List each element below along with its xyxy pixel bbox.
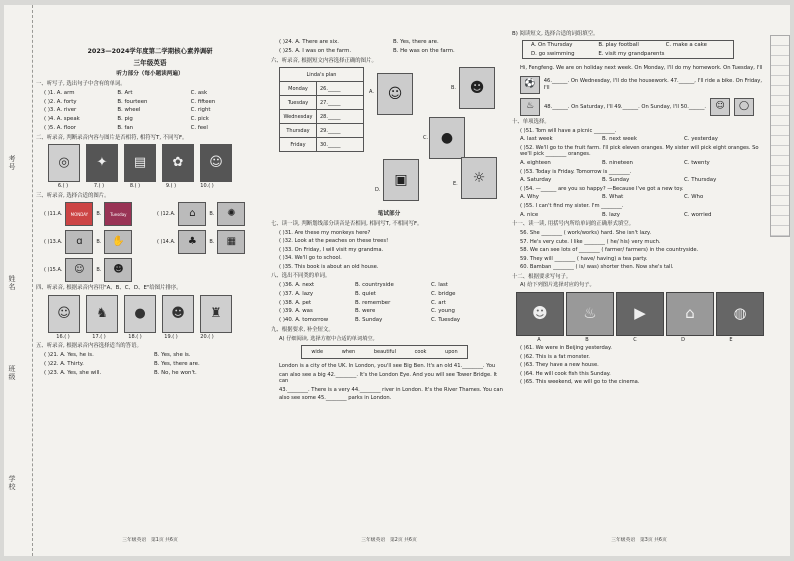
- q-row: ( )39. A. was B. were C. young: [279, 308, 455, 315]
- cd-picture: ◎: [48, 144, 80, 182]
- q-row: ( )23. A. Yes, she will. B. No, he won't.: [44, 369, 197, 376]
- q-row: ( )36. A. next B. countryside C. last: [279, 282, 448, 289]
- class-label: 班级: [8, 365, 16, 381]
- q-row: 58. We can see lots of ________ ( farmer/ farmers) in the countryside.: [520, 247, 699, 253]
- section-11-list: [512, 230, 766, 271]
- reading-picture: ☺: [377, 73, 413, 115]
- section-5-list: [36, 352, 264, 376]
- panda-picture: ●: [124, 295, 156, 333]
- options: A. last week B. next week C. yesterday: [520, 136, 718, 142]
- icon-row-2: ♨ 48.______. On Saturday, I'll 49.______. On Sunday, I'll 50.______. ☺ ◯: [520, 98, 766, 116]
- q-row: ( )21. A. Yes, he is. B. Yes, she is.: [44, 352, 191, 359]
- q-row: ( )24. A. There are six. B. Yes, there are.: [279, 39, 439, 45]
- farm-picture: ♣: [178, 230, 206, 254]
- toys-picture: ✦: [86, 144, 118, 182]
- table-row: Tuesday 27._____: [280, 96, 364, 110]
- listening-title: 听力部分（每小题读两遍）: [116, 71, 184, 78]
- q-row: ( )33. On Friday, I will visit my grandma.: [279, 246, 384, 253]
- wheel-picture: ✺: [217, 202, 245, 226]
- question: ( )52. We'll go to the fruit farm. I'll pick eleven oranges. My sister will pick eight oranges. So we'll pick ________ oranges.: [520, 144, 759, 158]
- icon-row-1: ⚽ 46.______. On Wednesday, I'll do the housework. 47.______, I'll ride a bike. On Friday, I'll: [520, 76, 766, 94]
- section-7-list: [271, 230, 507, 271]
- q-row: ( )35. This book is about an old house.: [279, 263, 379, 270]
- section-12-heading: 十二、根据要求写句子。: [512, 273, 572, 280]
- grandparents-icon: ☺: [710, 98, 730, 116]
- dog-picture: ♞: [86, 295, 118, 333]
- section-12-sub: A) 给下列图片选择对应的句子。: [520, 282, 595, 289]
- q-row: ( )34. We'll go to school.: [279, 255, 342, 262]
- q13: ( )13.A. ɑ B. ✋: [44, 230, 151, 254]
- city-picture: ▦: [217, 230, 245, 254]
- housework-picture: ▣: [383, 159, 419, 201]
- q-row: ( )40. A. tomorrow B. Sunday C. Tuesday: [279, 317, 461, 324]
- page-2-footer: 三年级英语 第2页 共6页: [361, 538, 417, 544]
- guard-picture: ♜: [200, 295, 232, 333]
- school-label: 学校: [8, 475, 16, 491]
- section-12-list: [512, 345, 766, 386]
- bridge-picture: ⌂: [178, 202, 206, 226]
- table-row: Thursday 29._____: [280, 124, 364, 138]
- section-5-heading: 五、听录音, 根据录音内容选择适当的答语。: [36, 343, 142, 350]
- binding-margin: [4, 5, 33, 556]
- section-4-heading: 四、听录音, 根据录音内容用"A、B、C、D、E"给图片排序。: [36, 285, 182, 292]
- london-passage: London is a city of the UK. In London, you'll see Big Ben. It's an old 41.________. You can also see a big 42.________. It's the London Eye. And you will see Tower Bridge. It can 43.________. There is a very 44.________ river in London. It's the River Thames. You can also see some 45.________ parks in London.: [279, 363, 503, 402]
- exam-sheet: [4, 5, 790, 556]
- section-9b-heading: B) 阅读短文, 选择合适的词组填空。: [512, 31, 599, 37]
- q-row: ( )38. A. pet B. remember C. art: [279, 299, 446, 306]
- book-picture: ▤: [124, 144, 156, 182]
- section-7-heading: 七、读一读, 判断划线部分读音是否相同, 相同写T, 不相同写F。: [271, 221, 423, 228]
- garden-picture: ✿: [162, 144, 194, 182]
- girl-picture: ☺: [65, 258, 93, 282]
- exam-title: 2023—2024学年度第二学期核心素养调研: [87, 47, 213, 55]
- section-3-grid: [44, 202, 264, 282]
- section-8-heading: 八、选出不同类的单词。: [271, 273, 331, 280]
- q-row: 56. She ________ ( work/works) hard. She isn't lazy.: [520, 230, 652, 236]
- section-2-pictures: [48, 144, 264, 182]
- tuesday-picture: Tuesday: [104, 202, 132, 226]
- family-picture: ☻: [459, 67, 495, 109]
- section-2-numbers: 6.( ) 7.( ) 8.( ) 9.( ) 10.( ): [57, 183, 214, 190]
- woman-picture: ☻: [104, 258, 132, 282]
- written-title: 笔试部分: [377, 211, 401, 218]
- q-row: ( )25. A. I was on the farm. B. He was on the farm.: [279, 47, 455, 54]
- options: A. Why B. What C. Who: [520, 194, 704, 201]
- question: ( )51. Tom will have a picnic ________.: [520, 127, 617, 134]
- monkey-picture: ☺: [48, 295, 80, 333]
- section-4-numbers: 16.( ) 17.( ) 18.( ) 19.( ) 20.( ): [56, 334, 214, 341]
- table-row: Friday 30._____: [280, 138, 364, 152]
- cinema-picture: ▶: [616, 292, 664, 336]
- q-row: ( )1. A. arm B. Art C. ask: [44, 89, 208, 96]
- section-4-pictures: [48, 295, 264, 333]
- section-10-heading: 十、单项选择。: [512, 118, 550, 125]
- section-11-heading: 十一、读一读, 用括号内所给单词的正确形式填空。: [512, 221, 635, 228]
- q-row: 60. Bamban ________ ( is/ was) shorter then. Now she's tall.: [520, 264, 674, 270]
- monkeys-picture: ☺: [200, 144, 232, 182]
- section-6-area: Linda's plan Monday 26._____ Tuesday 27._____ Wednesday 28._____ Thursday 29._____ Friday 30._____ A. ☺ B. ☻ C. ● D. ▣ E. ☼: [271, 67, 507, 207]
- question: ( )55. I can't find my sister. I'm ________.: [520, 203, 624, 209]
- question: ( )54. —______ are you so happy? —Because I've got a new toy.: [520, 185, 684, 192]
- monday-picture: MONDAY: [65, 202, 93, 226]
- q-row: ( )3. A. river B. wheel C. right: [44, 107, 211, 114]
- q-row: ( )37. A. lazy B. quiet C. bridge: [279, 290, 456, 297]
- cake-icon: ♨: [520, 98, 540, 116]
- q-row: ( )5. A. floor B. fan C. feel: [44, 124, 208, 131]
- section-5-continued: [271, 39, 507, 55]
- q-row: ( )65. This weekend, we will go to the cinema.: [520, 379, 640, 385]
- monster-picture: ☻: [516, 292, 564, 336]
- section-1-heading: 一、听写子, 选出句子中含有的单词。: [36, 81, 126, 88]
- section-10-list: [512, 128, 766, 219]
- q-row: ( )61. We were in Beijing yesterday.: [520, 345, 612, 351]
- section-12-pictures: [516, 292, 766, 336]
- cooking-picture: ♨: [566, 292, 614, 336]
- page-3: [512, 5, 766, 556]
- boy-picture: ☻: [162, 295, 194, 333]
- eating-picture: ●: [429, 117, 465, 159]
- section-9-sub: A) 仔细阅读, 选择方框中合适的单词填空。: [279, 335, 378, 342]
- section-6-heading: 六、听录音, 根据短文内容选择正确的图片。: [271, 57, 377, 64]
- section-2-heading: 二、听录音, 判断录音内容与图片是否相符, 相符写T, 不同写F。: [36, 134, 188, 141]
- q14: ( )14.A. ♣ B. ▦: [157, 230, 264, 254]
- page-1-footer: 三年级英语 第1页 共6页: [122, 538, 178, 544]
- options: A. eighteen B. nineteen C. twenty: [520, 159, 710, 166]
- house-picture: ⌂: [666, 292, 714, 336]
- phrase-row: D. go swimming E. visit my grandparents: [531, 50, 665, 57]
- score-table: [770, 35, 790, 237]
- picnic-picture: ☼: [461, 157, 497, 199]
- page-1: [36, 5, 264, 556]
- q-row: ( )62. This is a fat monster.: [520, 353, 590, 360]
- feet-picture: ɑ: [65, 230, 93, 254]
- stadium-picture: ◍: [716, 292, 764, 336]
- q-row: 59. They will ________ ( have/ having) a tea party.: [520, 255, 648, 262]
- q15: ( )15.A. ☺ B. ☻: [44, 258, 151, 282]
- exam-number-label: 考号: [8, 155, 16, 171]
- table-title: Linda's plan: [280, 68, 364, 82]
- q-row: ( )22. A. Thirty. B. Yes, there are.: [44, 360, 200, 367]
- section-8-list: [271, 282, 507, 324]
- swim-ring-icon: ◯: [734, 98, 754, 116]
- options: A. Saturday B. Sunday C. Thursday: [520, 177, 717, 183]
- question: ( )53. Today is Friday. Tomorrow is ________.: [520, 168, 632, 175]
- page-2: [271, 5, 507, 556]
- section-1-list: [36, 90, 264, 132]
- phrase-box: [522, 40, 734, 60]
- page-3-footer: 三年级英语 第3页 共6页: [611, 538, 667, 544]
- name-label: 姓名: [8, 275, 16, 291]
- options: A. nice B. lazy C. worried: [520, 211, 712, 218]
- football-icon: ⚽: [520, 76, 540, 94]
- section-12-labels: A B C D E: [537, 336, 733, 343]
- section-9-heading: 九、根据要求, 补全短文。: [271, 326, 334, 333]
- linda-plan-table: [279, 67, 364, 152]
- table-row: Wednesday 28._____: [280, 110, 364, 124]
- q11: ( )11.A. MONDAY B. Tuesday: [44, 202, 151, 226]
- q-row: ( )31. Are these my monkeys here?: [279, 229, 371, 236]
- hands-picture: ✋: [104, 230, 132, 254]
- q12: ( )12.A. ⌂ B. ✺: [157, 202, 264, 226]
- phrase-row: A. On Thursday B. play football C. make a cake: [531, 41, 707, 48]
- paragraph-line: Hi, Fengfeng. We are on holiday next week. On Monday, I'll do my homework. On Tuesday, I'll: [520, 65, 763, 72]
- word-box: wide when beautiful cook upon: [301, 345, 468, 359]
- table-row: Monday 26._____: [280, 82, 364, 96]
- q-row: ( )4. A. speak B. pig C. pick: [44, 116, 209, 123]
- subject-title: 三年级英语: [133, 59, 167, 67]
- section-3-heading: 三、听录音, 选择合适的图片。: [36, 192, 110, 199]
- q-row: 57. He's very cute. I like ________ ( he/ his) very much.: [520, 238, 661, 245]
- q-row: ( )64. He will cook fish this Sunday.: [520, 370, 611, 377]
- q-row: ( )2. A. forty B. fourteen C. fifteen: [44, 98, 216, 105]
- q-row: ( )32. Look at the peaches on these trees!: [279, 238, 389, 245]
- q-row: ( )63. They have a new house.: [520, 362, 599, 368]
